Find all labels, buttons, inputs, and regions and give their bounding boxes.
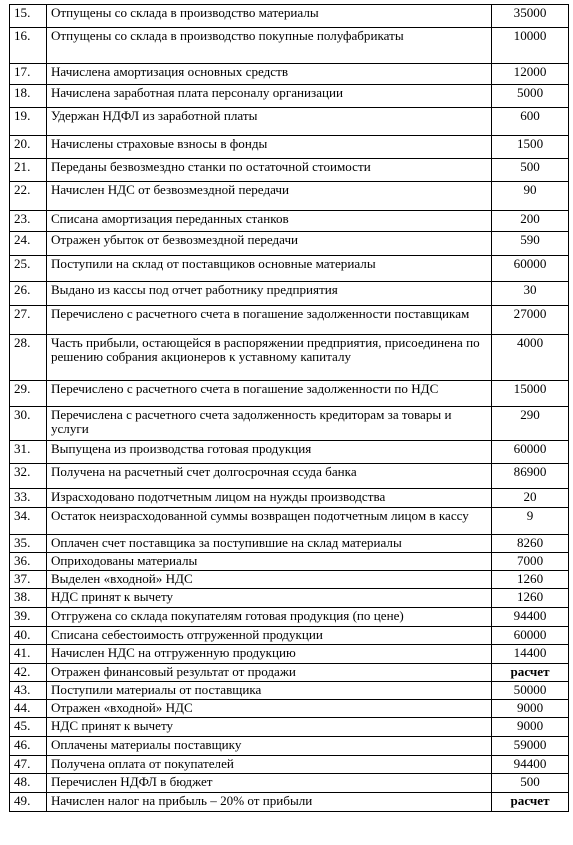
operation-amount: 15000: [492, 381, 569, 407]
operation-description: Списана амортизация переданных станков: [46, 211, 491, 232]
row-number: 39.: [10, 608, 47, 627]
table-row: [10, 589, 569, 608]
table-row: [10, 608, 569, 627]
operations-table-body: [10, 5, 569, 812]
operation-amount: 9000: [492, 700, 569, 718]
row-number: 47.: [10, 756, 47, 774]
operation-description: Поступили на склад от поставщиков основные материалы: [46, 256, 491, 282]
operation-description: Переданы безвозмездно станки по остаточной стоимости: [46, 159, 491, 182]
operation-description: Начислены страховые взносы в фонды: [46, 136, 491, 159]
table-row: [10, 700, 569, 718]
operation-amount: 20: [492, 489, 569, 508]
operation-amount: 7000: [492, 553, 569, 571]
row-number: 32.: [10, 464, 47, 489]
row-number: 45.: [10, 718, 47, 737]
table-row: [10, 535, 569, 553]
table-row: [10, 718, 569, 737]
row-number: 29.: [10, 381, 47, 407]
operation-amount: 86900: [492, 464, 569, 489]
row-number: 26.: [10, 282, 47, 306]
operation-amount: 200: [492, 211, 569, 232]
table-row: [10, 232, 569, 256]
operation-description: Часть прибыли, остающейся в распоряжении предприятия, присоединена по решению собрания акционеров к уставному капиталу: [46, 335, 491, 381]
operation-amount: 35000: [492, 5, 569, 28]
operation-amount: расчет: [492, 793, 569, 812]
operation-amount: 27000: [492, 306, 569, 335]
operation-amount: 60000: [492, 441, 569, 464]
operation-amount: 8260: [492, 535, 569, 553]
operation-description: Перечислена с расчетного счета задолженность кредиторам за товары и услуги: [46, 407, 491, 441]
table-row: [10, 464, 569, 489]
row-number: 43.: [10, 682, 47, 700]
row-number: 38.: [10, 589, 47, 608]
operation-description: Поступили материалы от поставщика: [46, 682, 491, 700]
row-number: 42.: [10, 664, 47, 682]
row-number: 19.: [10, 108, 47, 136]
row-number: 16.: [10, 28, 47, 64]
row-number: 28.: [10, 335, 47, 381]
table-row: [10, 182, 569, 211]
table-row: [10, 5, 569, 28]
row-number: 33.: [10, 489, 47, 508]
operation-description: Отражен финансовый результат от продажи: [46, 664, 491, 682]
operation-description: Оплачен счет поставщика за поступившие на склад материалы: [46, 535, 491, 553]
operation-description: Отпущены со склада в производство покупные полуфабрикаты: [46, 28, 491, 64]
operation-description: Начислен НДС на отгруженную продукцию: [46, 645, 491, 664]
operation-amount: 500: [492, 159, 569, 182]
table-row: [10, 282, 569, 306]
operation-description: Начислен налог на прибыль – 20% от прибыли: [46, 793, 491, 812]
operation-description: Отражен убыток от безвозмездной передачи: [46, 232, 491, 256]
operation-description: Отгружена со склада покупателям готовая продукция (по цене): [46, 608, 491, 627]
table-row: [10, 756, 569, 774]
row-number: 37.: [10, 571, 47, 589]
operation-amount: 14400: [492, 645, 569, 664]
table-row: [10, 793, 569, 812]
operation-amount: 4000: [492, 335, 569, 381]
operation-description: Перечислено с расчетного счета в погашение задолженности поставщикам: [46, 306, 491, 335]
operation-description: Оприходованы материалы: [46, 553, 491, 571]
table-row: [10, 136, 569, 159]
table-row: [10, 489, 569, 508]
table-row: [10, 159, 569, 182]
table-row: [10, 381, 569, 407]
operation-amount: 30: [492, 282, 569, 306]
operations-table: [9, 4, 569, 812]
operation-amount: 590: [492, 232, 569, 256]
operation-amount: 90: [492, 182, 569, 211]
table-row: [10, 256, 569, 282]
table-row: [10, 645, 569, 664]
table-row: [10, 108, 569, 136]
operation-description: Списана себестоимость отгруженной продукции: [46, 627, 491, 645]
operation-amount: 1500: [492, 136, 569, 159]
row-number: 27.: [10, 306, 47, 335]
operation-amount: 290: [492, 407, 569, 441]
table-row: [10, 28, 569, 64]
row-number: 24.: [10, 232, 47, 256]
operation-amount: 12000: [492, 64, 569, 85]
operation-description: НДС принят к вычету: [46, 718, 491, 737]
table-row: [10, 571, 569, 589]
table-row: [10, 737, 569, 756]
row-number: 21.: [10, 159, 47, 182]
operation-amount: 60000: [492, 256, 569, 282]
table-row: [10, 306, 569, 335]
row-number: 25.: [10, 256, 47, 282]
operation-amount: расчет: [492, 664, 569, 682]
row-number: 17.: [10, 64, 47, 85]
operation-amount: 5000: [492, 85, 569, 108]
operation-description: Начислен НДС от безвозмездной передачи: [46, 182, 491, 211]
operation-amount: 500: [492, 774, 569, 793]
row-number: 48.: [10, 774, 47, 793]
table-row: [10, 774, 569, 793]
row-number: 49.: [10, 793, 47, 812]
operation-description: Выпущена из производства готовая продукция: [46, 441, 491, 464]
operation-description: Оплачены материалы поставщику: [46, 737, 491, 756]
row-number: 34.: [10, 508, 47, 535]
operation-description: Выдано из кассы под отчет работнику предприятия: [46, 282, 491, 306]
row-number: 23.: [10, 211, 47, 232]
operation-description: Начислена заработная плата персоналу организации: [46, 85, 491, 108]
operation-description: Израсходовано подотчетным лицом на нужды производства: [46, 489, 491, 508]
operation-amount: 1260: [492, 571, 569, 589]
operation-amount: 9000: [492, 718, 569, 737]
operation-description: Получена на расчетный счет долгосрочная ссуда банка: [46, 464, 491, 489]
row-number: 44.: [10, 700, 47, 718]
operation-description: Начислена амортизация основных средств: [46, 64, 491, 85]
operation-description: Отражен «входной» НДС: [46, 700, 491, 718]
operation-description: Остаток неизрасходованной суммы возвращен подотчетным лицом в кассу: [46, 508, 491, 535]
table-row: [10, 553, 569, 571]
operation-amount: 600: [492, 108, 569, 136]
table-row: [10, 211, 569, 232]
table-row: [10, 441, 569, 464]
table-row: [10, 64, 569, 85]
row-number: 36.: [10, 553, 47, 571]
operation-amount: 94400: [492, 608, 569, 627]
operation-amount: 60000: [492, 627, 569, 645]
row-number: 30.: [10, 407, 47, 441]
row-number: 46.: [10, 737, 47, 756]
row-number: 31.: [10, 441, 47, 464]
table-row: [10, 682, 569, 700]
operation-description: Выделен «входной» НДС: [46, 571, 491, 589]
row-number: 35.: [10, 535, 47, 553]
operation-amount: 1260: [492, 589, 569, 608]
operation-amount: 50000: [492, 682, 569, 700]
table-row: [10, 664, 569, 682]
operation-amount: 94400: [492, 756, 569, 774]
operation-description: Перечислено с расчетного счета в погашение задолженности по НДС: [46, 381, 491, 407]
table-row: [10, 627, 569, 645]
operation-description: Получена оплата от покупателей: [46, 756, 491, 774]
operation-description: Удержан НДФЛ из заработной платы: [46, 108, 491, 136]
table-row: [10, 335, 569, 381]
row-number: 18.: [10, 85, 47, 108]
operation-description: Перечислен НДФЛ в бюджет: [46, 774, 491, 793]
table-row: [10, 85, 569, 108]
row-number: 20.: [10, 136, 47, 159]
row-number: 41.: [10, 645, 47, 664]
operation-amount: 59000: [492, 737, 569, 756]
row-number: 15.: [10, 5, 47, 28]
operation-description: НДС принят к вычету: [46, 589, 491, 608]
row-number: 40.: [10, 627, 47, 645]
operation-description: Отпущены со склада в производство материалы: [46, 5, 491, 28]
table-row: [10, 407, 569, 441]
operation-amount: 9: [492, 508, 569, 535]
table-row: [10, 508, 569, 535]
operation-amount: 10000: [492, 28, 569, 64]
row-number: 22.: [10, 182, 47, 211]
